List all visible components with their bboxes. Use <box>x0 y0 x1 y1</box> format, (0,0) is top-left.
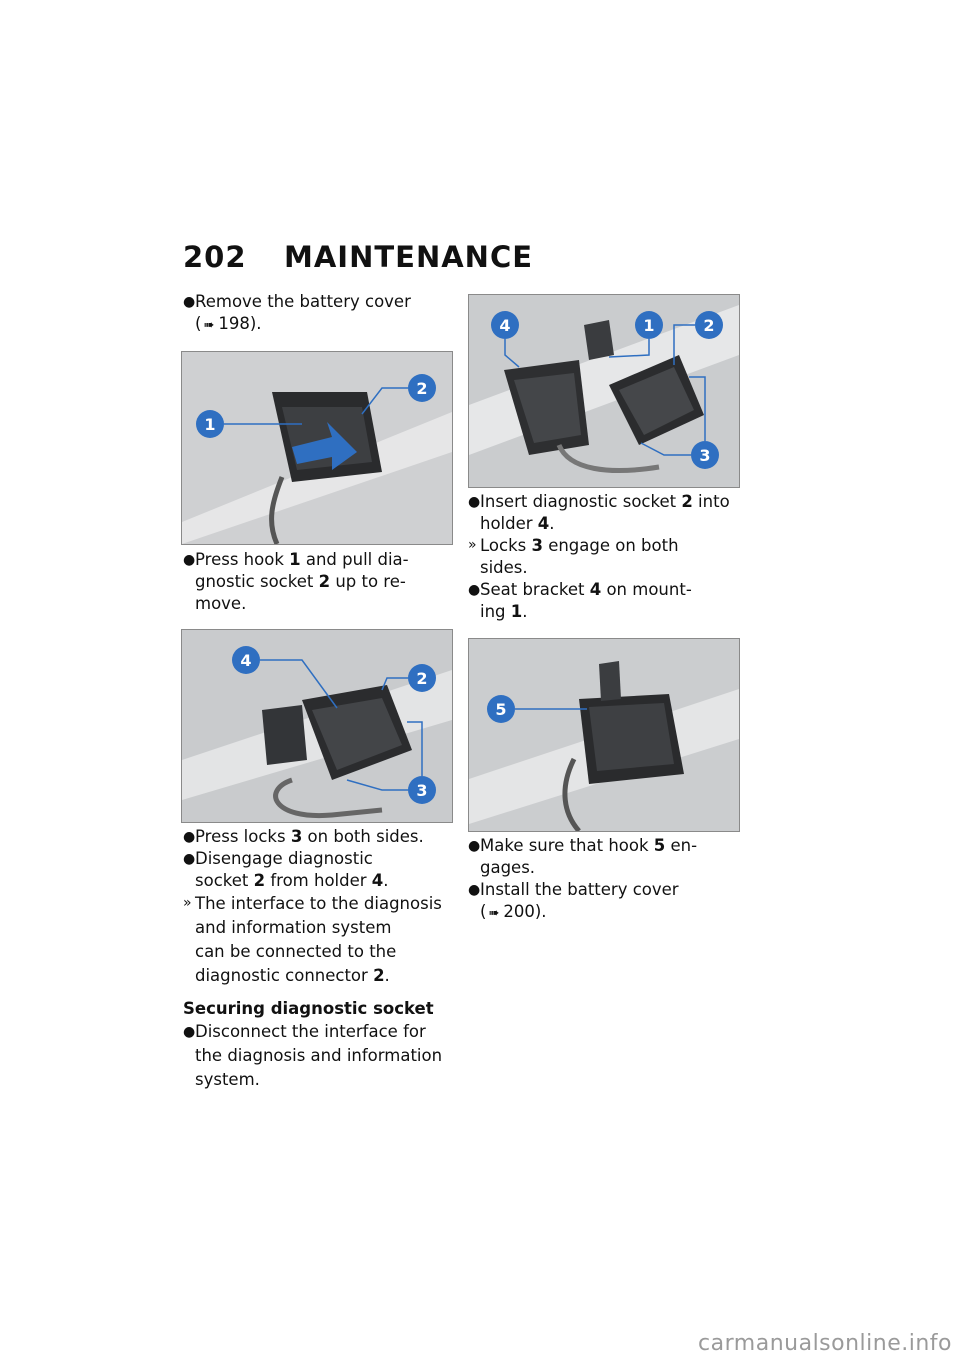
list-item: ● Press locks 3 on both sides. <box>183 827 424 846</box>
page-number: 202 <box>183 240 247 274</box>
page-ref-arrow-icon: ➠ <box>203 318 215 333</box>
left-step-press-hook <box>183 549 453 615</box>
page-ref[interactable]: 198). <box>218 314 262 333</box>
callout-1: 1 <box>643 316 655 335</box>
list-item: ● Seat bracket 4 on mount- ing 1. <box>468 580 692 621</box>
callout-2: 2 <box>416 669 428 688</box>
left-step-remove-cover <box>183 291 453 337</box>
bullet: ● <box>183 294 196 310</box>
callout-1: 1 <box>204 415 216 434</box>
callout-2: 2 <box>416 379 428 398</box>
footer-watermark: carmanualsonline.info <box>698 1331 952 1356</box>
callout-3: 3 <box>699 446 711 465</box>
figure-1 <box>181 351 453 545</box>
list-item: ● Install the battery cover ( ➠ 200). <box>468 879 738 925</box>
callout-5: 5 <box>495 700 507 719</box>
callout-2: 2 <box>703 316 715 335</box>
list-item: ● Disconnect the interface for the diagnosis and information system. <box>183 1022 443 1089</box>
list-item: ● Press hook 1 and pull dia- gnostic socket 2 up to re- move. <box>183 550 409 613</box>
list-item: ● Insert diagnostic socket 2 into holder 4. <box>468 492 730 533</box>
result-item: » The interface to the diagnosis and information system can be connected to the diagnostic connector 2. <box>183 894 442 985</box>
right-steps-final <box>468 835 738 925</box>
page-ref-arrow-icon: ➠ <box>488 906 500 921</box>
right-steps-insert <box>468 491 738 623</box>
bullet: ● <box>183 552 196 568</box>
list-item: ● Remove the battery cover ( ➠ 198). <box>183 291 453 337</box>
page-ref[interactable]: 200). <box>503 902 547 921</box>
figure-2 <box>181 629 453 823</box>
subheading: Securing diagnostic socket <box>183 999 434 1018</box>
list-item: ● Make sure that hook 5 en- gages. <box>468 836 698 877</box>
callout-4: 4 <box>499 316 511 335</box>
callout-3: 3 <box>416 781 428 800</box>
section-title: MAINTENANCE <box>284 240 534 274</box>
figure-4 <box>468 638 740 832</box>
figure-3 <box>468 294 740 488</box>
result-item: » Locks 3 engage on both sides. <box>468 536 679 577</box>
left-steps-locks <box>183 826 453 1092</box>
list-item: ● Disengage diagnostic socket 2 from holder 4. <box>183 849 389 890</box>
callout-4: 4 <box>240 651 252 670</box>
